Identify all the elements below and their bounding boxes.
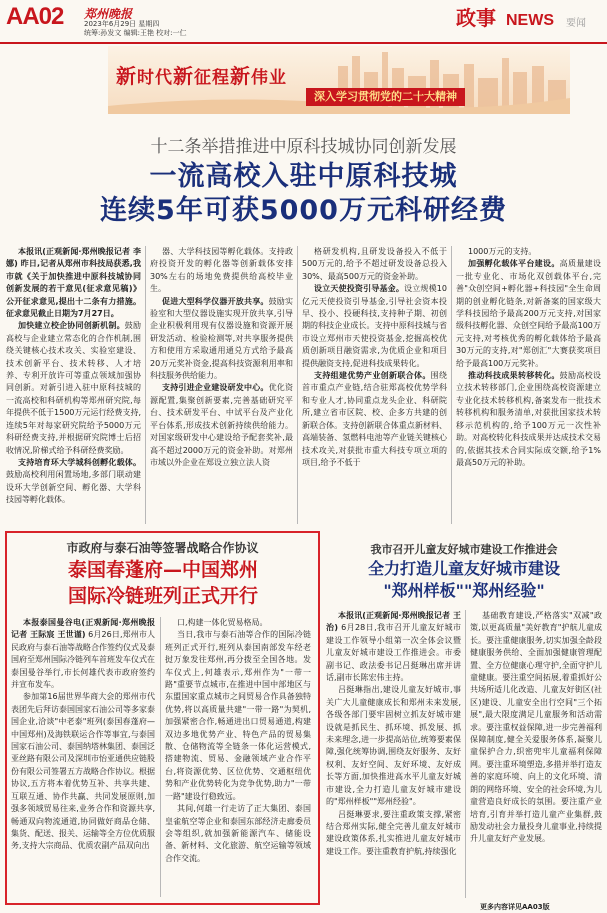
header-rule (0, 42, 607, 44)
box-kicker: 市政府与泰石油等签署战略合作协议 (66, 541, 259, 555)
right-column-1: 本报讯(正观新闻·郑州晚报记者 王治) 6月28日,我市召开儿童友好城市建设工作领导小组第一次全体会议暨儿童友好城市建设工作推进会。市委副书记、政法委书记吕挺琳出席并讲话,副市长陈宏伟主持。 吕挺琳指出,建设儿童友好城市,事关广大儿童健康成长和郑州未来发展,各级各部门要牢固树立抓友好城市建设就是抓民生、抓环境、抓发展、抓未来理念,进一步提高站位,统筹要素保障,强化统筹协调,围绕友好服务、友好权利、友好空间、友好环境、友好成长等方面,加快推进高水平儿童友好城市建设,全力打造儿童友好城市建设的"郑州样板""郑州经验"。 吕挺琳要求,要注重政策支撑,紧密结合郑州实际,健全完善儿童友好城市建设政策体系,扎实推进儿童友好城市建设工作。要注重教育护航,持续强化 (326, 611, 461, 856)
right-kicker: 我市召开儿童友好城市建设工作推进会 (370, 543, 558, 556)
right-column-2: 基础教育建设,严格落实"双减"政策,以更高质量"美好教育"护航儿童成长。要注重健康服务,切实加强全龄段健康服务供给、全面加强健康管理配置、全方位健康心理守护,全面守护儿童健康。要注重空间拓展,着重抓好公共场所适儿化改造、儿童友好街区(社区)建设、儿童安全出行空间"三个拓展",最大限度满足儿童服务和活动需求。要注重权益保障,进一步完善福利保障制度,健全关爱服务体系,凝聚儿童保护合力,织密兜牢儿童福利保障网。要注重环境塑造,多措并举打造友善的家庭环境、向上的文化环境、清朗的网络环境、安全的社会环境,为儿童营造良好成长的氛围。要注重产业培育,引育并举打造儿童产业集群,鼓励发动社会力量投身儿童事业,持续提升儿童友好产业发展。 (470, 611, 602, 844)
main-kicker: 十二条举措推进中原科技城协同创新发展 (150, 137, 457, 157)
box-headline: 泰国春蓬府—中国郑州 国际冷链班列正式开行 (67, 559, 258, 607)
main-column-4: 1000万元的支持。 加强孵化载体平台建设。高质量建设一批专业化、市场化双创载体平台,完善"众创空间+孵化器+科技园"全生命周期的创业孵化链条,对新备案的国家级大学科技园给予最高200万元支持,对国家级科技孵化器、众创空间给予最高100万元支持,对考核优秀的孵化载体给予最高30万元的支持,对"郑创汇"大赛获奖项目给予最高100万元奖补。 推动科技成果转移转化。鼓励高校设立技术转移部门,企业围绕高校资源建立专业化技术转移机构,备案发布一批技术转移机构和服务清单,对获批国家技术转移示范机构的,给予100万元一次性补助。对高校转化科技成果并达成技术交易的,依据其技术合同实际成交额,给予1%最高50万元的补助。 (456, 247, 601, 467)
main-column-3: 格研发机构,且研发设备投入不低于500万元的,给予不超过研发设备总投入30%、最高500万元的资金补助。 设立天使投资引导基金。设立规模10亿元天使投资引导基金,引导社会资本投早、投小、投硬科技,支持种子期、初创期的科技企业成长。支持中原科技城与省市设立郑州市天使投资基金,挖掘高校优质创新项目融资需求,为优质企业和项目提供融资支持,促进科技成果转化。 支持组建优势产业创新联合体。围绕首市重点产业链,结合驻郑高校优势学科和专业人才,协同重点龙头企业、科研院所,建立省市区院、校、企多方共建的创新联合体。支持创新联合体重点新材料、高端装备、氢燃料电池等产业链关键核心技术攻关,对获批市重大科技专项立项的项目,给予不低于 (302, 247, 447, 467)
boxed-story (5, 531, 320, 905)
page-number: AA02 (6, 3, 64, 30)
section-en: NEWS (506, 12, 554, 29)
masthead-logo: 郑州晚报 (84, 7, 133, 21)
main-column-1: 本报讯(正观新闻·郑州晚报记者 李娜) 昨日,记者从郑州市科技局获悉,我市就《关于加快推进中原科技城协同创新发展的若干意见(征求意见稿)》公开征求意见,提出十二条有力措施。征求意见截止日期为7月27日。 加快建立校企协同创新机制。鼓励高校与企业建立常态化的合作机制,围绕关键核心技术攻关、实验室建设、技术创新平台、技术转移、人才培养、专利开放许可等重点领域加强协同创新。对新引进入驻中原科技城的一流高校和科研机构等郑州研究院,每年提供不低于1500万元运行经费支持,连续5年对每家研究院给予5000万元科研经费支持,并根据研究院博士后招收情况,阶梯式给予科研经费奖励。 支持培育环大学城科创孵化载体。鼓励高校利用闲置场地,多部门联动建设环大学创新空间、孵化器、大学科技园等孵化载体。 (6, 247, 141, 505)
issue-date: 2023年6月29日 星期四 (84, 20, 160, 28)
column-divider (451, 246, 452, 524)
issue-meta (84, 20, 187, 38)
banner-slogan: 新时代新征程新伟业 (116, 64, 287, 88)
column-divider (297, 246, 298, 524)
column-divider (160, 617, 161, 897)
theme-banner (108, 46, 570, 114)
box-column-2: 口,构建一体化贸易格局。 当日,我市与泰石油等合作的国际冷链班列正式开行,班列从泰国南部发车经老挝万象发往郑州,再分拨至全国各地。发车仪式上,何雄表示,郑州作为"一带一路"重要节点城市,在推进中国中部地区与东盟国家重点城市之间贸易合作具备独特优势,将以高质量共建"一带一路"为契机,加强紧密合作,畅通进出口贸易通道,构建双边多地优势产业、特色产品的贸易集散、仓储物流等全链条一体化运营模式,搭建物流、贸易、金融领域产业合作平台,将资源优势、区位优势、交通枢纽优势和产业优势转化为竞争优势,助力"一带一路"建设行稳致远。 其间,何雄一行走访了正大集团、泰国皇雀航空等企业和泰国东部经济走廊委员会等组织,就加强新能源汽车、储能设备、新材料、文化旅游、航空运输等领域合作交流。 (165, 618, 311, 863)
box-column-1: 本报泰国曼谷电(正观新闻·郑州晚报记者 王际宸 王世谨) 6月26日,郑州市人民政府与泰石油等战略合作签约仪式及泰国府至郑州国际冷链列车首班发车仪式在泰国曼谷举行,市长何雄代表市政府签约并宣布发车。 参加第16届世界华商大会的郑州市代表团先后拜访泰国国家石油公司等多家泰国企业,洽谈"中老泰"班列(泰国春蓬府—中国郑州)及海铁联运合作等事宜,与泰国国家石油公司、泰国纳塔林集团、泰国泛亚丝路有限公司及深圳市怡亚通供应链股份有限公司签署五方战略合作协议。根据协议,五方将本着优势互补、共享共建、互联互通、协作共赢、共同发展原则,加强多领域贸易往来,业务合作和资源共享,畅通双向物流通道,协同做好商品仓储、集货、配送、报关、运输等全方位优质服务,支持大宗商品、优质农副产品双向出 (11, 618, 155, 851)
column-divider (465, 610, 466, 898)
issue-staff: 统筹:孙发文 编辑:王艳 校对:一仁 (84, 29, 187, 37)
main-column-2: 器、大学科技园等孵化载体。支持政府投资开发的孵化器等创新载体安排30%左右的场地免费提供给高校毕业生。 促进大型科学仪器开放共享。鼓励实验室和大型仪器设施实现开放共享,引导企业积极利用现有仪器设施和资源开展研发活动、检验检测等,对共享服务提供方和使用方采取通用通兑方式给予最高20万元奖补资金,提高科技资源利用率和科技服务供给能力。 支持引进企业建设研发中心。优化资源配置,集聚创新要素,完善基础研究平台、技术研发平台、中试平台及产业化平台体系,形成技术创新持续供给能力。对国家级研发中心建设给予配套奖补,最高不超过2000万元的资金补助。对郑州市域以外企业在郑设立独立法人资 (150, 247, 293, 467)
right-headline: 全力打造儿童友好城市建设 "郑州样板""郑州经验" (367, 559, 560, 600)
section-sub: 要闻 (566, 18, 586, 29)
column-divider (145, 246, 146, 524)
continued-note: 更多内容详见AA03版 (480, 903, 550, 911)
main-headline: 一流高校入驻中原科技城 连续5年可获5000万元科研经费 (100, 161, 507, 226)
section-title: 政事 (456, 6, 496, 30)
banner-ribbon: 深入学习贯彻党的二十大精神 (306, 88, 465, 106)
